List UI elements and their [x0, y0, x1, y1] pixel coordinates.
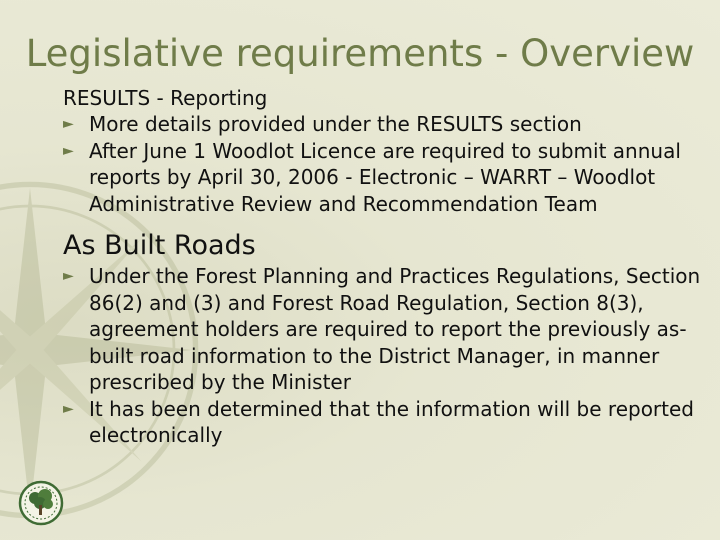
- bullet-item: [63, 263, 703, 396]
- triangle-arrow-icon: ►: [63, 116, 74, 132]
- bullet-text: More details provided under the RESULTS section: [89, 112, 582, 136]
- triangle-arrow-icon: ►: [63, 400, 74, 417]
- section-heading-as-built-roads: As Built Roads: [63, 230, 256, 261]
- bullet-item: [63, 111, 703, 138]
- slide-content: [63, 86, 703, 449]
- triangle-arrow-icon: ►: [63, 268, 74, 284]
- slide-title: Legislative requirements - Overview: [25, 32, 695, 75]
- triangle-arrow-icon: ►: [63, 142, 74, 159]
- section-heading-results: RESULTS - Reporting: [63, 86, 268, 110]
- bullet-text: After June 1 Woodlot Licence are required to submit annual reports by April 30, 2006 - Electronic – WARRT – Woodlot Administrative Review and Recommendation Team: [89, 138, 681, 216]
- bullet-item: [63, 138, 703, 218]
- tree-logo-icon: [18, 480, 64, 526]
- bullet-item: [63, 396, 703, 449]
- bullet-text: Under the Forest Planning and Practices Regulations, Section 86(2) and (3) and Forest Road Regulation, Section 8(3), agreement holders are required to report the previously as-built road information to the District Manager, in manner prescribed by the Minister: [89, 264, 701, 394]
- bullet-text: It has been determined that the information will be reported electronically: [89, 396, 694, 447]
